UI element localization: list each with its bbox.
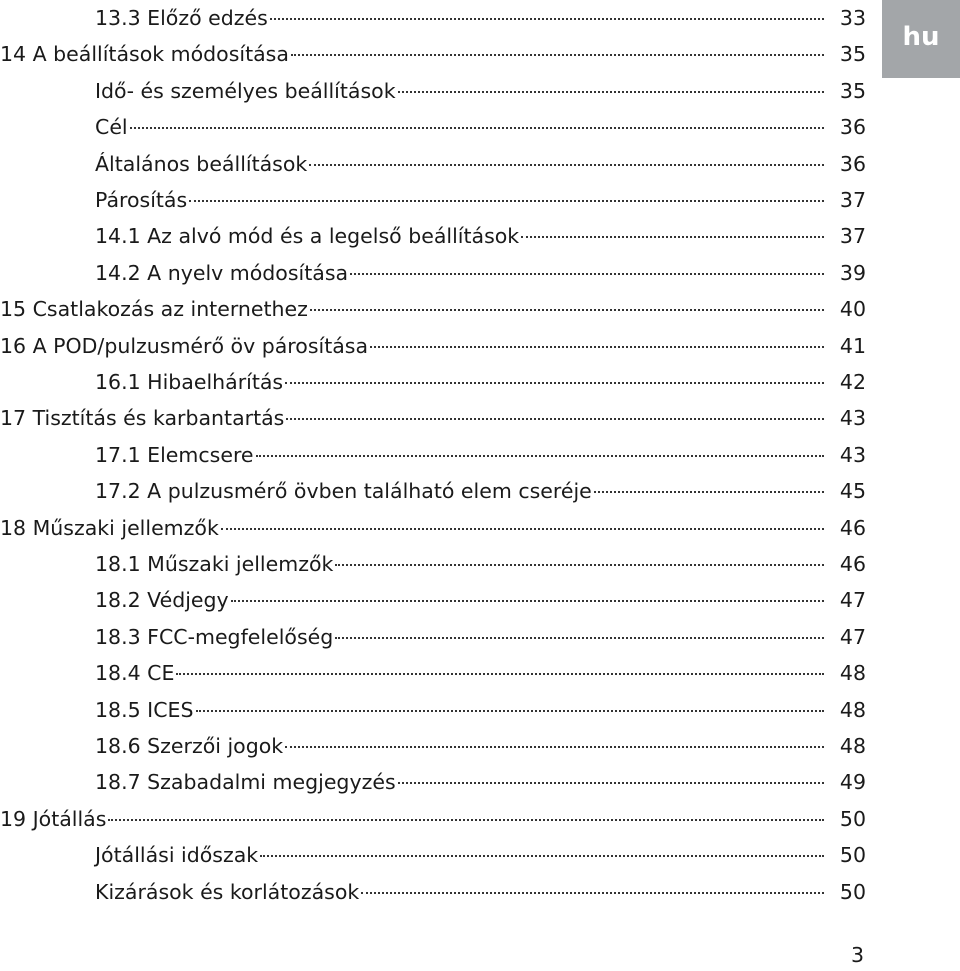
toc-entry-page: 33 [839,6,866,30]
toc-entry [0,255,866,291]
toc-entry-page: 48 [839,734,866,758]
toc-entry-page: 37 [839,224,866,249]
toc-entry-title: 14 A beállítások módosítása [0,42,289,67]
toc-dot-leader [398,91,824,93]
toc-entry-title: 17 Tisztítás és karbantartás [0,406,285,431]
toc-entry-page: 42 [839,370,866,394]
toc-dot-leader [260,855,824,857]
toc-dot-leader [270,18,824,20]
toc-entry [0,218,866,254]
toc-entry-title: Kizárások és korlátozások [95,879,360,904]
toc-entry-page: 47 [839,624,866,649]
toc-entry [0,328,866,364]
toc-entry-title: Általános beállítások [95,151,308,176]
toc-entry [0,764,866,800]
toc-dot-leader [370,346,824,348]
toc-dot-leader [285,746,824,748]
toc-entry-title: 14.2 A nyelv módosítása [95,260,349,285]
toc-entry-title: Párosítás [95,188,188,212]
toc-dot-leader [350,273,824,275]
toc-entry-page: 43 [839,442,866,467]
toc-entry-page: 48 [839,661,866,686]
toc-entry [0,182,866,218]
toc-dot-leader [285,382,824,384]
toc-dot-leader [309,164,824,166]
toc-dot-leader [398,782,824,784]
toc-dot-leader [256,455,824,457]
toc-entry-title: 18.7 Szabadalmi megjegyzés [95,770,396,795]
toc-entry-title: 14.1 Az alvó mód és a legelső beállítások [95,224,520,249]
toc-dot-leader [361,892,824,894]
toc-entry [0,473,866,509]
toc-entry-page: 41 [839,333,866,358]
toc-entry-page: 39 [839,260,866,285]
toc-dot-leader [130,127,824,129]
toc-entry-page: 48 [839,697,866,722]
toc-entry-page: 50 [839,806,866,831]
toc-entry-page: 36 [839,151,866,176]
toc-entry [0,874,866,910]
toc-entry [0,837,866,873]
toc-entry-title: Idő- és személyes beállítások [95,78,396,103]
toc-dot-leader [310,309,824,311]
toc-entry-page: 40 [839,297,866,322]
toc-dot-leader [286,418,824,420]
toc-dot-leader [231,600,824,602]
toc-entry-page: 36 [839,115,866,140]
toc-entry [0,437,866,473]
toc-entry-title: 18.4 CE [95,661,175,686]
toc-entry-page: 37 [839,188,866,212]
toc-entry [0,801,866,837]
toc-entry-title: 19 Jótállás [0,806,107,831]
toc-entry-page: 46 [839,552,866,576]
toc-entry-page: 50 [839,879,866,904]
toc-dot-leader [335,564,824,566]
toc-entry-page: 35 [839,42,866,67]
toc-dot-leader [291,54,824,56]
toc-entry [0,692,866,728]
toc-entry-title: 18 Műszaki jellemzők [0,515,219,540]
toc-dot-leader [196,710,825,712]
toc-entry [0,36,866,72]
toc-entry-page: 47 [839,588,866,613]
toc-entry-page: 49 [839,770,866,795]
page-number: 3 [850,943,864,967]
toc-entry [0,582,866,618]
toc-dot-leader [521,236,824,238]
toc-dot-leader [594,491,824,493]
toc-entry-page: 45 [839,479,866,504]
toc-entry-title: 18.3 FCC-megfelelőség [95,624,334,649]
toc-entry [0,364,866,400]
toc-entry-title: 15 Csatlakozás az internethez [0,297,308,322]
toc-entry-title: Cél [95,115,128,140]
toc-dot-leader [221,528,824,530]
toc-entry-page: 46 [839,515,866,540]
toc-entry-title: 13.3 Előző edzés [95,6,268,30]
toc-entry [0,0,866,36]
toc-entry-title: Jótállási időszak [95,843,259,868]
toc-entry-title: 17.1 Elemcsere [95,442,254,467]
toc-entry-title: 18.2 Védjegy [95,588,229,613]
toc-dot-leader [335,637,824,639]
toc-entry [0,546,866,582]
language-tab: hu [882,0,960,78]
toc-entry [0,510,866,546]
toc-entry-page: 35 [839,78,866,103]
toc-entry [0,619,866,655]
toc-entry-title: 18.5 ICES [95,697,194,722]
toc-entry [0,291,866,327]
toc-entry-page: 43 [839,406,866,431]
toc-entry-title: 16.1 Hibaelhárítás [95,370,284,394]
toc-dot-leader [108,819,824,821]
toc-entry-title: 18.1 Műszaki jellemzők [95,552,334,576]
toc-entry [0,109,866,145]
toc-entry-title: 16 A POD/pulzusmérő öv párosítása [0,333,369,358]
toc-entry-title: 17.2 A pulzusmérő övben található elem cseréje [95,479,592,504]
toc-entry-title: 18.6 Szerzői jogok [95,734,284,758]
toc-entry [0,73,866,109]
toc-entry-page: 50 [839,843,866,868]
toc-entry [0,728,866,764]
toc-entry [0,400,866,436]
toc-dot-leader [176,673,824,675]
toc-entry [0,146,866,182]
toc-entry [0,655,866,691]
toc-dot-leader [189,200,824,202]
